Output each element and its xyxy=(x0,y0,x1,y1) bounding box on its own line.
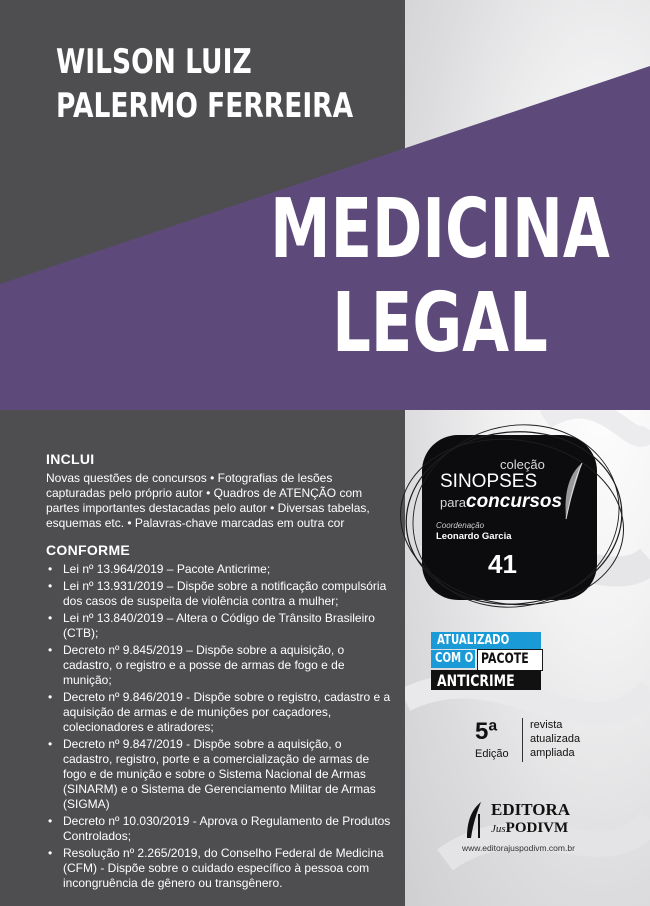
scribble-ring xyxy=(398,420,630,620)
collection-label: coleção xyxy=(500,457,545,472)
inclui-text: Novas questões de concursos • Fotografias de lesões capturadas pelo próprio autor • Quadros de ATENÇÃO com partes importantes destacadas pelo autor • Diversas tabelas, esquemas etc. • Palavras-chave marcadas em outra cor xyxy=(46,471,370,530)
publisher-podivm: PODIVM xyxy=(505,820,569,836)
list-item: • Lei nº 13.840/2019 – Altera o Código de Trânsito Brasileiro (CTB); xyxy=(46,611,391,641)
coordinator-name: Leonardo Garcia xyxy=(436,531,512,542)
edition-desc-atualizada: atualizada xyxy=(530,733,581,745)
list-item: • Decreto nº 9.847/2019 - Dispõe sobre a aquisição, o cadastro, registro, porte e a comercialização de armas de fogo e de munição e sobre o Sistema Nacional de Armas (SINARM) e o Sistema de Gerenciamento Militar de Armas (SIGMA) xyxy=(46,737,391,812)
inclui-section xyxy=(46,452,391,531)
inclui-heading: INCLUI xyxy=(46,451,95,467)
list-item: • Resolução nº 2.265/2019, do Conselho Federal de Medicina (CFM) - Dispõe sobre o cuidado específico à pessoa com incongruência de gênero ou transgênero. xyxy=(46,846,391,891)
edition-desc-revista: revista xyxy=(530,719,563,731)
book-title-line2: LEGAL xyxy=(332,276,548,371)
publisher-url: www.editorajuspodivm.com.br xyxy=(462,843,575,853)
edition-number: 5ª xyxy=(475,718,498,745)
edition-label: Edição xyxy=(475,748,509,760)
stamp-line3: ANTICRIME xyxy=(437,671,515,690)
list-item: • Decreto nº 9.845/2019 – Dispõe sobre a aquisição, o cadastro, o registro e a posse de armas de fogo e de munição; xyxy=(46,643,391,688)
conforme-list xyxy=(46,562,391,891)
collection-para: para xyxy=(440,495,467,510)
publisher-name-line1: EDITORA xyxy=(491,800,571,819)
author-name-line2: PALERMO FERREIRA xyxy=(56,86,354,126)
list-item: • Decreto nº 10.030/2019 - Aprova o Regulamento de Produtos Controlados; xyxy=(46,814,391,844)
conforme-heading: CONFORME xyxy=(46,542,131,558)
update-stamp xyxy=(431,632,541,690)
edition-divider xyxy=(522,718,523,762)
list-item: • Lei nº 13.964/2019 – Pacote Anticrime; xyxy=(46,562,391,577)
coordination-label: Coordenação xyxy=(436,521,485,530)
stamp-line2a: COM O xyxy=(435,651,474,666)
collection-concursos: concursos xyxy=(466,491,563,512)
stamp-line2b: PACOTE xyxy=(481,651,529,667)
publisher-name-line2 xyxy=(491,819,568,837)
collection-sinopses: SINOPSES xyxy=(440,471,538,492)
conforme-section xyxy=(46,543,391,893)
edition-desc-ampliada: ampliada xyxy=(530,747,575,759)
list-item: • Lei nº 13.931/2019 – Dispõe sobre a notificação compulsória dos casos de suspeita de violência contra a mulher; xyxy=(46,579,391,609)
publisher-jus: Jus xyxy=(491,823,506,835)
edition-description xyxy=(530,718,580,760)
book-title-line1: MEDICINA xyxy=(270,182,610,277)
list-item: • Decreto nº 9.846/2019 - Dispõe sobre o registro, cadastro e a aquisição de armas e de munições por caçadores, colecionadores e atiradores; xyxy=(46,690,391,735)
publisher-feather-icon xyxy=(463,800,487,840)
stamp-line1: ATUALIZADO xyxy=(437,633,510,648)
author-name-line1: WILSON LUIZ xyxy=(56,42,252,82)
volume-number: 41 xyxy=(488,549,517,579)
